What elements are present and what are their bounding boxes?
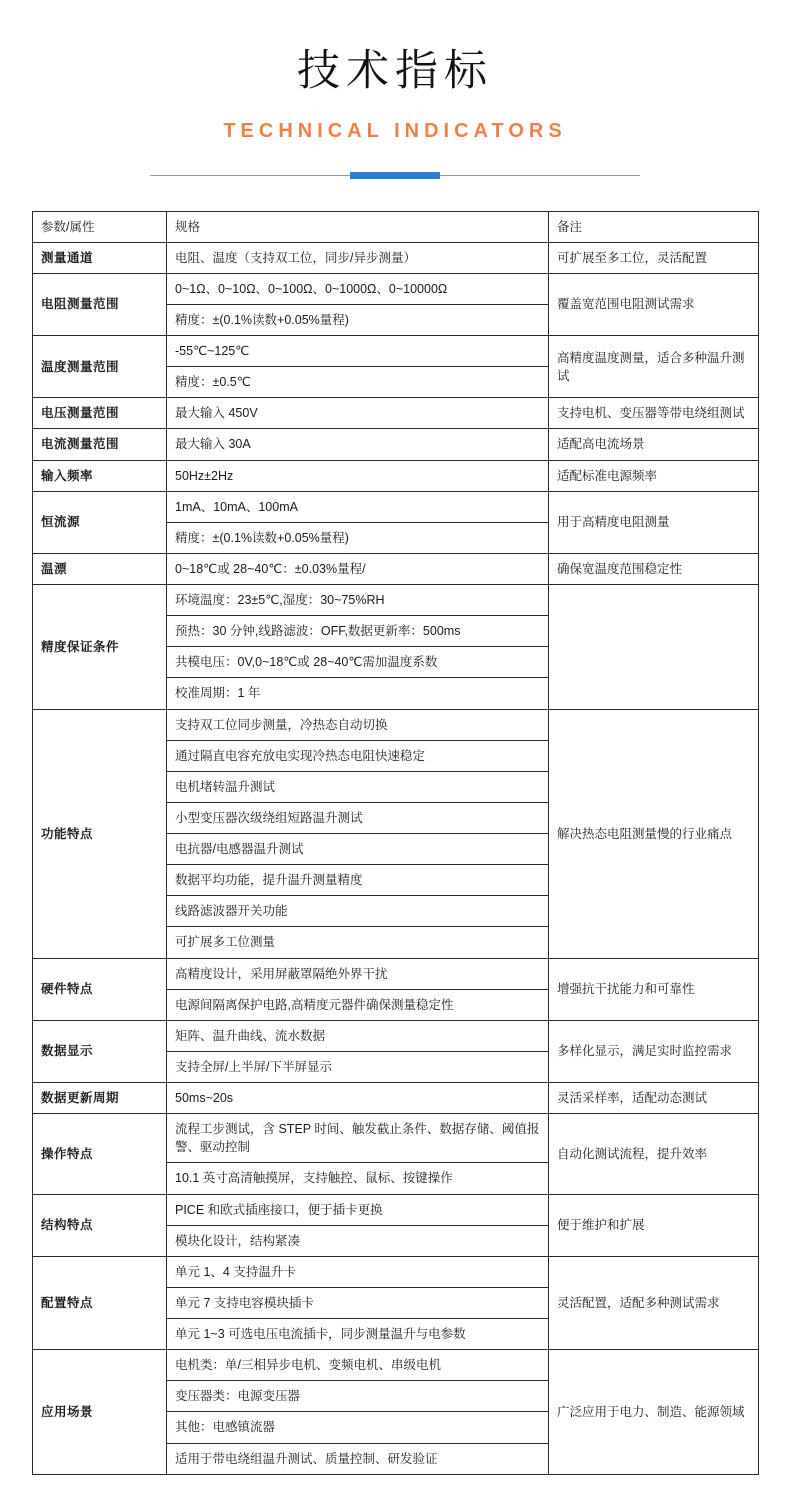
row-note: 支持电机、变压器等带电绕组测试	[549, 398, 759, 429]
row-note: 解决热态电阻测量慢的行业痛点	[549, 709, 759, 958]
title-divider	[0, 169, 790, 183]
row-note: 灵活采样率，适配动态测试	[549, 1083, 759, 1114]
row-spec: 电阻、温度（支持双工位，同步/异步测量）	[167, 242, 549, 273]
row-label: 测量通道	[33, 242, 167, 273]
row-spec: 共模电压：0V,0~18℃或 28~40℃需加温度系数	[167, 647, 549, 678]
row-label: 电流测量范围	[33, 429, 167, 460]
row-spec: 电机堵转温升测试	[167, 771, 549, 802]
row-spec: 50Hz±2Hz	[167, 460, 549, 491]
row-note: 可扩展至多工位，灵活配置	[549, 242, 759, 273]
row-spec: 小型变压器次级绕组短路温升测试	[167, 802, 549, 833]
row-spec: 支持全屏/上半屏/下半屏显示	[167, 1051, 549, 1082]
row-label: 硬件特点	[33, 958, 167, 1020]
row-spec: 单元 1~3 可选电压电流插卡，同步测量温升与电参数	[167, 1319, 549, 1350]
table-row	[33, 1194, 759, 1225]
row-note: 多样化显示，满足实时监控需求	[549, 1020, 759, 1082]
row-spec: 环境温度：23±5℃,湿度：30~75%RH	[167, 585, 549, 616]
table-row	[33, 1350, 759, 1381]
row-spec: 预热：30 分钟,线路滤波：OFF,数据更新率：500ms	[167, 616, 549, 647]
table-row	[33, 1020, 759, 1051]
spec-table	[32, 211, 759, 1475]
row-spec: 可扩展多工位测量	[167, 927, 549, 958]
divider-line-right	[440, 175, 640, 176]
divider-line-left	[150, 175, 350, 176]
column-header-spec: 规格	[167, 211, 549, 242]
row-spec: 50ms~20s	[167, 1083, 549, 1114]
row-label: 精度保证条件	[33, 585, 167, 710]
table-row	[33, 242, 759, 273]
table-row	[33, 1083, 759, 1114]
row-spec: 电机类：单/三相异步电机、变频电机、串级电机	[167, 1350, 549, 1381]
row-note	[549, 585, 759, 710]
table-row	[33, 1256, 759, 1287]
table-row	[33, 585, 759, 616]
page-title: 技术指标	[297, 46, 493, 96]
row-label: 恒流源	[33, 491, 167, 553]
table-row	[33, 553, 759, 584]
row-spec: 单元 7 支持电容模块插卡	[167, 1287, 549, 1318]
row-spec: 电源间隔离保护电路,高精度元器件确保测量稳定性	[167, 989, 549, 1020]
row-spec: 通过隔直电容充放电实现冷热态电阻快速稳定	[167, 740, 549, 771]
row-note: 广泛应用于电力、制造、能源领域	[549, 1350, 759, 1475]
row-spec: 其他：电感镇流器	[167, 1412, 549, 1443]
spec-table-body	[33, 211, 759, 1474]
row-spec: 模块化设计，结构紧凑	[167, 1225, 549, 1256]
row-note: 覆盖宽范围电阻测试需求	[549, 273, 759, 335]
row-label: 输入频率	[33, 460, 167, 491]
row-spec: 矩阵、温升曲线、流水数据	[167, 1020, 549, 1051]
row-spec: -55℃~125℃	[167, 336, 549, 367]
row-spec: 线路滤波器开关功能	[167, 896, 549, 927]
row-spec: 电抗器/电感器温升测试	[167, 834, 549, 865]
row-label: 数据更新周期	[33, 1083, 167, 1114]
row-spec: 适用于带电绕组温升测试、质量控制、研发验证	[167, 1443, 549, 1474]
table-row	[33, 429, 759, 460]
page-header	[0, 0, 790, 183]
table-row	[33, 273, 759, 304]
row-spec: 数据平均功能，提升温升测量精度	[167, 865, 549, 896]
row-note: 便于维护和扩展	[549, 1194, 759, 1256]
row-note: 适配标准电源频率	[549, 460, 759, 491]
table-row	[33, 398, 759, 429]
row-label: 温漂	[33, 553, 167, 584]
divider-bar	[350, 172, 440, 179]
row-note: 用于高精度电阻测量	[549, 491, 759, 553]
row-note: 适配高电流场景	[549, 429, 759, 460]
table-row	[33, 1114, 759, 1163]
column-header-note: 备注	[549, 211, 759, 242]
row-label: 电阻测量范围	[33, 273, 167, 335]
row-spec: 最大输入 450V	[167, 398, 549, 429]
row-spec: 校准周期：1 年	[167, 678, 549, 709]
row-label: 温度测量范围	[33, 336, 167, 398]
row-spec: 精度：±(0.1%读数+0.05%量程)	[167, 522, 549, 553]
row-note: 增强抗干扰能力和可靠性	[549, 958, 759, 1020]
row-spec: 0~18℃或 28~40℃：±0.03%量程/	[167, 553, 549, 584]
row-spec: 变压器类：电源变压器	[167, 1381, 549, 1412]
row-spec: 最大输入 30A	[167, 429, 549, 460]
row-label: 数据显示	[33, 1020, 167, 1082]
table-row	[33, 958, 759, 989]
row-spec: 1mA、10mA、100mA	[167, 491, 549, 522]
row-note: 灵活配置，适配多种测试需求	[549, 1256, 759, 1349]
row-spec: 高精度设计，采用屏蔽罩隔绝外界干扰	[167, 958, 549, 989]
row-label: 操作特点	[33, 1114, 167, 1194]
row-label: 功能特点	[33, 709, 167, 958]
row-spec: 10.1 英寸高清触摸屏，支持触控、鼠标、按键操作	[167, 1163, 549, 1194]
row-label: 应用场景	[33, 1350, 167, 1475]
page-subtitle: TECHNICAL INDICATORS	[223, 119, 567, 142]
table-header-row	[33, 211, 759, 242]
row-label: 结构特点	[33, 1194, 167, 1256]
row-spec: 支持双工位同步测量，冷热态自动切换	[167, 709, 549, 740]
row-note: 确保宽温度范围稳定性	[549, 553, 759, 584]
table-row	[33, 336, 759, 367]
table-row	[33, 460, 759, 491]
row-note: 高精度温度测量，适合多种温升测试	[549, 336, 759, 398]
table-row	[33, 491, 759, 522]
spec-table-wrap	[32, 211, 758, 1475]
row-label: 配置特点	[33, 1256, 167, 1349]
row-spec: 流程工步测试，含 STEP 时间、触发截止条件、数据存储、阈值报警、驱动控制	[167, 1114, 549, 1163]
row-note: 自动化测试流程，提升效率	[549, 1114, 759, 1194]
row-spec: 精度：±0.5℃	[167, 367, 549, 398]
row-spec: 单元 1、4 支持温升卡	[167, 1256, 549, 1287]
row-label: 电压测量范围	[33, 398, 167, 429]
column-header-param: 参数/属性	[33, 211, 167, 242]
row-spec: 0~1Ω、0~10Ω、0~100Ω、0~1000Ω、0~10000Ω	[167, 273, 549, 304]
row-spec: 精度：±(0.1%读数+0.05%量程)	[167, 304, 549, 335]
table-row	[33, 709, 759, 740]
row-spec: PICE 和欧式插座接口，便于插卡更换	[167, 1194, 549, 1225]
